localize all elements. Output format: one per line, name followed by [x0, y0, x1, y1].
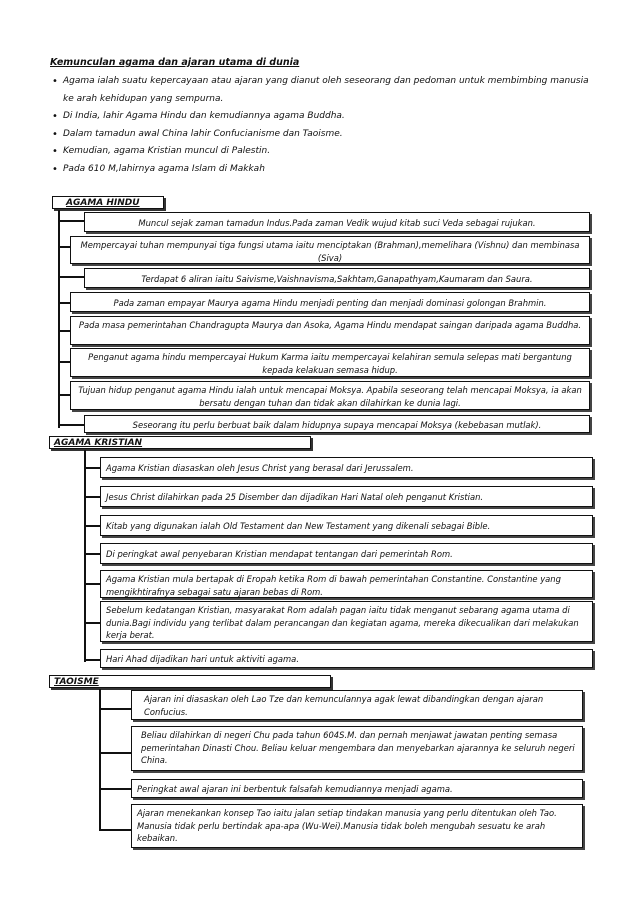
taoisme-item: Ajaran ini diasaskan oleh Lao Tze dan kemunculannya agak lewat dibandingkan dengan ajaran Confucius. [131, 690, 583, 720]
kristian-item: Sebelum kedatangan Kristian, masyarakat Rom adalah pagan iaitu tidak menganut sebarang agama utama di dunia.Bagi individu yang terlibat dalam perancangan dan kegiatan agama, mereka dikecualikan dari melakukan kerja berat. [100, 601, 593, 642]
intro-item: • Dalam tamadun awal China lahir Confucianisme dan Taoisme. [50, 126, 595, 144]
hindu-item: Tujuan hidup penganut agama Hindu ialah untuk mencapai Moksya. Apabila seseorang telah mencapai Moksya, ia akan bersatu dengan tuhan dan tidak akan dilahirkan ke dunia lagi. [70, 381, 590, 410]
kristian-item: Agama Kristian mula bertapak di Eropah ketika Rom di bawah pemerintahan Constantine. Constantine yang mengikhtirafnya sebagai satu ajaran bebas di Rom. [100, 570, 593, 598]
hindu-item: Pada masa pemerintahan Chandragupta Maurya dan Asoka, Agama Hindu mendapat saingan daripada agama Buddha. [70, 316, 590, 345]
intro-list [50, 73, 595, 178]
hindu-item: Seseorang itu perlu berbuat baik dalam hidupnya supaya mencapai Moksya (kebebasan mutlak). [84, 415, 590, 433]
kristian-item: Kitab yang digunakan ialah Old Testament dan New Testament yang dikenali sebagai Bible. [100, 515, 593, 536]
hindu-item: Muncul sejak zaman tamadun Indus.Pada zaman Vedik wujud kitab suci Veda sebagai rujukan. [84, 212, 590, 232]
hindu-item: Pada zaman empayar Maurya agama Hindu menjadi penting dan menjadi dominasi golongan Brahmin. [70, 292, 590, 312]
taoisme-heading: TAOISME [49, 675, 331, 688]
intro-item: • Di India, lahir Agama Hindu dan kemudiannya agama Buddha. [50, 108, 595, 126]
page-title: Kemunculan agama dan ajaran utama di dunia [50, 57, 300, 68]
taoisme-item: Ajaran menekankan konsep Tao iaitu jalan setiap tindakan manusia yang perlu ditentukan oleh Tao. Manusia tidak perlu bertindak apa-apa (Wu-Wei).Manusia tidak boleh mengubah sesuatu ke arah kebaikan. [131, 804, 583, 848]
taoisme-item: Beliau dilahirkan di negeri Chu pada tahun 604S.M. dan pernah menjawat jawatan penting semasa pemerintahan Dinasti Chou. Beliau keluar mengembara dan menyebarkan ajarannya ke seluruh negeri China. [131, 726, 583, 771]
kristian-item: Di peringkat awal penyebaran Kristian mendapat tentangan dari pemerintah Rom. [100, 543, 593, 564]
kristian-item: Jesus Christ dilahirkan pada 25 Disember dan dijadikan Hari Natal oleh penganut Kristian. [100, 486, 593, 507]
hindu-item: Penganut agama hindu mempercayai Hukum Karma iaitu mempercayai kelahiran semula selepas mati bergantung kepada kelakuan semasa hidup. [70, 348, 590, 377]
kristian-item: Hari Ahad dijadikan hari untuk aktiviti agama. [100, 649, 593, 668]
kristian-item: Agama Kristian diasaskan oleh Jesus Christ yang berasal dari Jerussalem. [100, 457, 593, 478]
intro-item: • Agama ialah suatu kepercayaan atau ajaran yang dianut oleh seseorang dan pedoman untuk membimbing manusia ke arah kehidupan yang sempurna. [50, 73, 595, 108]
taoisme-item: Peringkat awal ajaran ini berbentuk falsafah kemudiannya menjadi agama. [131, 779, 583, 798]
kristian-connector [84, 450, 86, 662]
taoisme-connector [99, 689, 101, 831]
hindu-heading: AGAMA HINDU [52, 196, 164, 209]
intro-item: • Kemudian, agama Kristian muncul di Palestin. [50, 143, 595, 161]
hindu-item: Mempercayai tuhan mempunyai tiga fungsi utama iaitu menciptakan (Brahman),memelihara (Vishnu) dan membinasa (Siva) [70, 236, 590, 264]
hindu-item: Terdapat 6 aliran iaitu Saivisme,Vaishnavisma,Sakhtam,Ganapathyam,Kaumaram dan Saura. [84, 268, 590, 288]
intro-item: • Pada 610 M,lahirnya agama Islam di Makkah [50, 161, 595, 179]
kristian-heading: AGAMA KRISTIAN [49, 436, 311, 449]
